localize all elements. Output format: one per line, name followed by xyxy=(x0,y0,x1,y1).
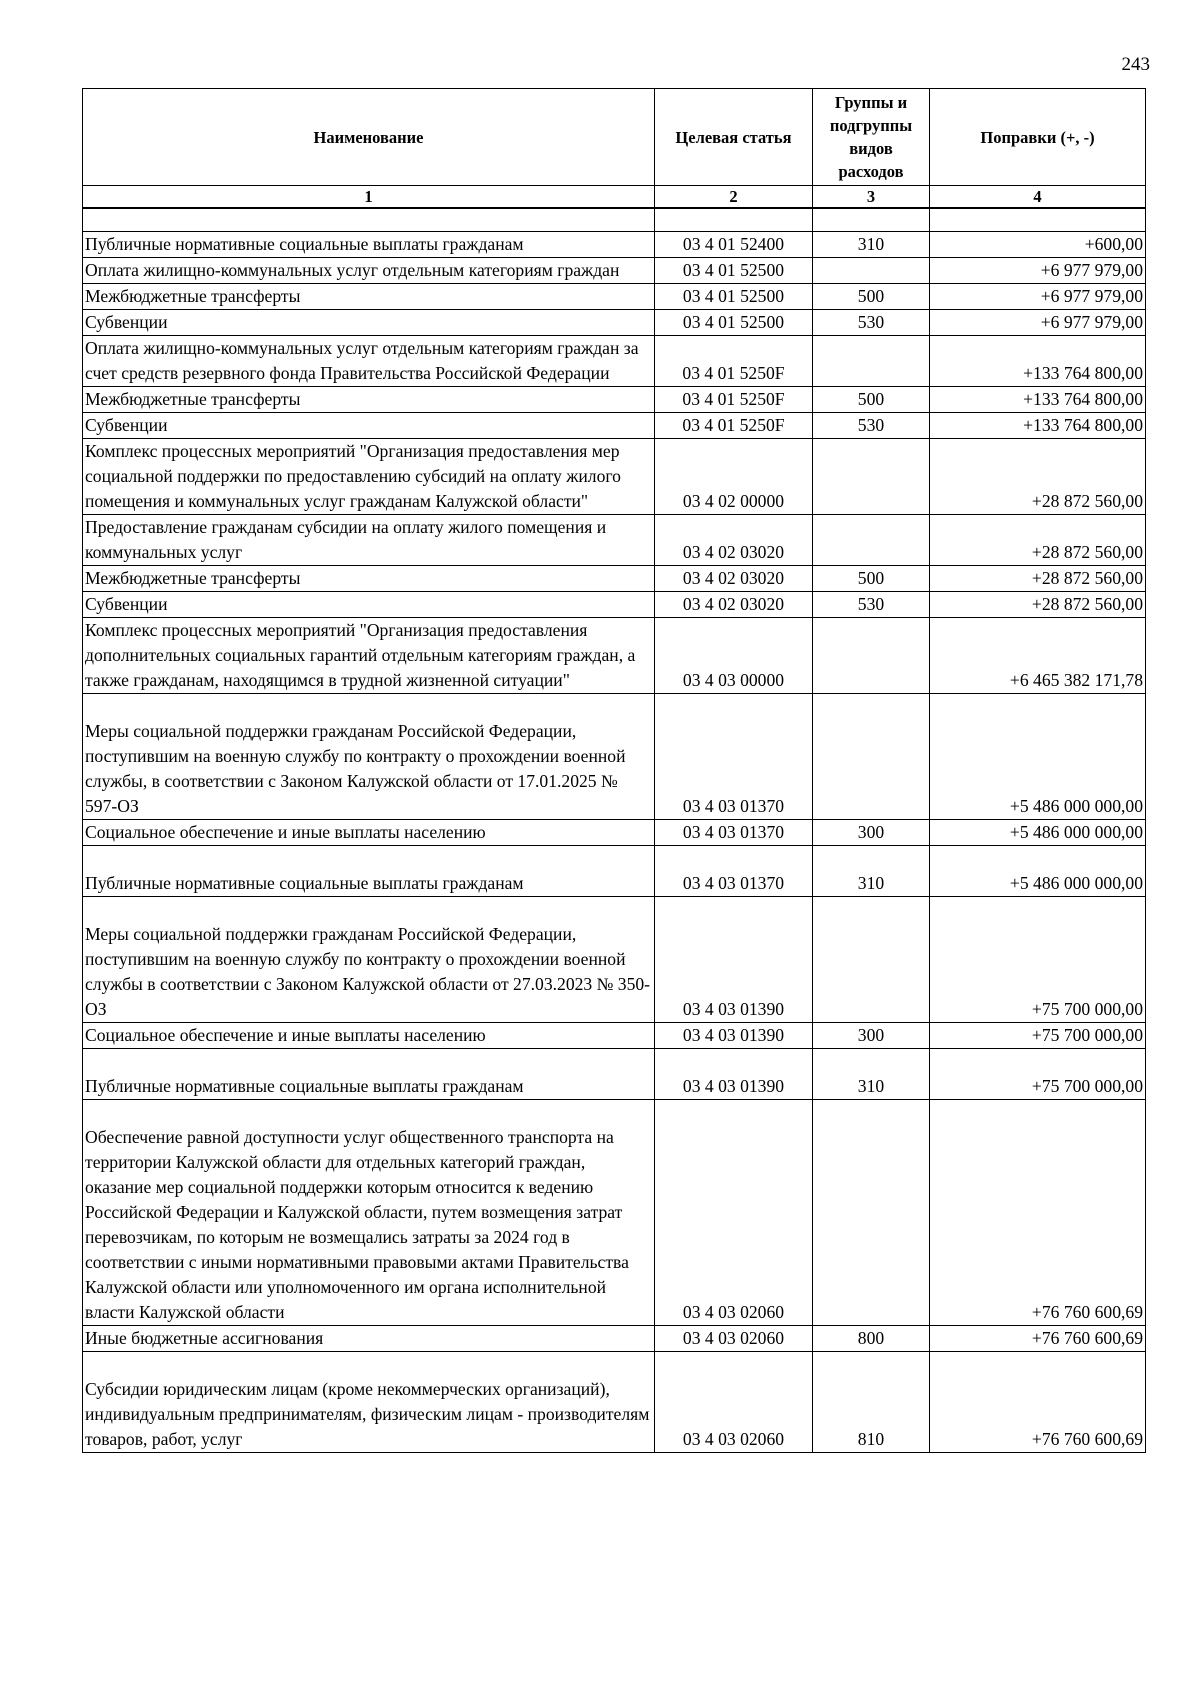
table-row xyxy=(83,258,1146,284)
row-group: 530 xyxy=(813,413,930,439)
row-name: Предоставление гражданам субсидии на оплату жилого помещения и коммунальных услуг xyxy=(83,515,655,566)
column-number: 2 xyxy=(655,186,813,209)
row-group xyxy=(813,439,930,515)
amendments-table xyxy=(82,88,1146,1453)
table-row xyxy=(83,284,1146,310)
row-code: 03 4 03 02060 xyxy=(655,1352,813,1453)
table-row xyxy=(83,1326,1146,1352)
row-amount: +6 465 382 171,78 xyxy=(930,618,1146,694)
row-name: Публичные нормативные социальные выплаты гражданам xyxy=(83,232,655,258)
row-code: 03 4 03 01370 xyxy=(655,846,813,897)
row-group xyxy=(813,897,930,1023)
row-group: 310 xyxy=(813,1049,930,1100)
row-code: 03 4 02 00000 xyxy=(655,439,813,515)
row-amount: +76 760 600,69 xyxy=(930,1326,1146,1352)
row-group: 810 xyxy=(813,1352,930,1453)
header-name: Наименование xyxy=(83,89,655,186)
row-code: 03 4 03 02060 xyxy=(655,1100,813,1326)
row-code: 03 4 03 01390 xyxy=(655,1023,813,1049)
table-row xyxy=(83,1049,1146,1100)
row-name: Меры социальной поддержки гражданам Российской Федерации, поступившим на военную службу по контракту о прохождении военной службы в соответствии с Законом Калужской области от 27.03.2023 № 350-ОЗ xyxy=(83,897,655,1023)
row-group: 310 xyxy=(813,232,930,258)
header-groups: Группы и подгруппы видов расходов xyxy=(813,89,930,186)
row-amount: +5 486 000 000,00 xyxy=(930,694,1146,820)
row-amount: +75 700 000,00 xyxy=(930,1023,1146,1049)
table-row xyxy=(83,387,1146,413)
row-name: Публичные нормативные социальные выплаты гражданам xyxy=(83,846,655,897)
row-code: 03 4 01 52500 xyxy=(655,258,813,284)
header-target: Целевая статья xyxy=(655,89,813,186)
row-code: 03 4 03 00000 xyxy=(655,618,813,694)
row-group: 800 xyxy=(813,1326,930,1352)
row-amount: +28 872 560,00 xyxy=(930,439,1146,515)
row-amount: +600,00 xyxy=(930,232,1146,258)
column-number: 4 xyxy=(930,186,1146,209)
row-code: 03 4 01 52500 xyxy=(655,310,813,336)
table-row xyxy=(83,1023,1146,1049)
row-group: 530 xyxy=(813,310,930,336)
table-row xyxy=(83,515,1146,566)
row-amount: +28 872 560,00 xyxy=(930,592,1146,618)
row-code: 03 4 03 01370 xyxy=(655,694,813,820)
row-code: 03 4 03 02060 xyxy=(655,1326,813,1352)
row-amount: +6 977 979,00 xyxy=(930,258,1146,284)
row-code: 03 4 03 01390 xyxy=(655,897,813,1023)
row-code: 03 4 01 52500 xyxy=(655,284,813,310)
row-name: Межбюджетные трансферты xyxy=(83,284,655,310)
spacer-row xyxy=(83,208,1146,232)
table-row xyxy=(83,846,1146,897)
row-group: 300 xyxy=(813,1023,930,1049)
row-amount: +5 486 000 000,00 xyxy=(930,846,1146,897)
row-code: 03 4 03 01370 xyxy=(655,820,813,846)
row-name: Межбюджетные трансферты xyxy=(83,387,655,413)
row-group: 300 xyxy=(813,820,930,846)
row-name: Субвенции xyxy=(83,310,655,336)
row-amount: +28 872 560,00 xyxy=(930,566,1146,592)
row-amount: +75 700 000,00 xyxy=(930,1049,1146,1100)
row-name: Субвенции xyxy=(83,592,655,618)
row-amount: +133 764 800,00 xyxy=(930,387,1146,413)
row-name: Субсидии юридическим лицам (кроме некоммерческих организаций), индивидуальным предпринимателям, физическим лицам - производителям товаров, работ, услуг xyxy=(83,1352,655,1453)
row-name: Меры социальной поддержки гражданам Российской Федерации, поступившим на военную службу по контракту о прохождении военной службы, в соответствии с Законом Калужской области от 17.01.2025 № 597-ОЗ xyxy=(83,694,655,820)
table-row xyxy=(83,566,1146,592)
row-group: 310 xyxy=(813,846,930,897)
row-group xyxy=(813,336,930,387)
row-name: Обеспечение равной доступности услуг общественного транспорта на территории Калужской области для отдельных категорий граждан, оказание мер социальной поддержки которым относится к ведению Российской Федерации и Калужской области, путем возмещения затрат перевозчикам, по которым не возмещались затраты за 2024 год в соответствии с иными нормативными правовыми актами Правительства Калужской области или уполномоченного им органа исполнительной власти Калужской области xyxy=(83,1100,655,1326)
row-name: Публичные нормативные социальные выплаты гражданам xyxy=(83,1049,655,1100)
row-amount: +76 760 600,69 xyxy=(930,1352,1146,1453)
row-name: Социальное обеспечение и иные выплаты населению xyxy=(83,820,655,846)
row-group xyxy=(813,258,930,284)
row-amount: +133 764 800,00 xyxy=(930,336,1146,387)
table-row xyxy=(83,592,1146,618)
row-name: Оплата жилищно-коммунальных услуг отдельным категориям граждан xyxy=(83,258,655,284)
table-row xyxy=(83,336,1146,387)
column-number: 3 xyxy=(813,186,930,209)
row-code: 03 4 01 5250F xyxy=(655,413,813,439)
row-group xyxy=(813,515,930,566)
row-amount: +75 700 000,00 xyxy=(930,897,1146,1023)
row-amount: +28 872 560,00 xyxy=(930,515,1146,566)
row-code: 03 4 02 03020 xyxy=(655,515,813,566)
row-name: Межбюджетные трансферты xyxy=(83,566,655,592)
row-group: 500 xyxy=(813,566,930,592)
row-code: 03 4 02 03020 xyxy=(655,566,813,592)
row-amount: +76 760 600,69 xyxy=(930,1100,1146,1326)
column-number: 1 xyxy=(83,186,655,209)
table-row xyxy=(83,820,1146,846)
table-row xyxy=(83,413,1146,439)
table-row xyxy=(83,1352,1146,1453)
table-row xyxy=(83,310,1146,336)
header-amendments: Поправки (+, -) xyxy=(930,89,1146,186)
table-row xyxy=(83,694,1146,820)
table-row xyxy=(83,439,1146,515)
table-row xyxy=(83,618,1146,694)
row-amount: +6 977 979,00 xyxy=(930,310,1146,336)
table-row xyxy=(83,232,1146,258)
row-amount: +6 977 979,00 xyxy=(930,284,1146,310)
row-group: 500 xyxy=(813,387,930,413)
row-amount: +133 764 800,00 xyxy=(930,413,1146,439)
row-code: 03 4 01 5250F xyxy=(655,387,813,413)
row-code: 03 4 03 01390 xyxy=(655,1049,813,1100)
row-name: Оплата жилищно-коммунальных услуг отдельным категориям граждан за счет средств резервного фонда Правительства Российской Федерации xyxy=(83,336,655,387)
row-code: 03 4 02 03020 xyxy=(655,592,813,618)
row-group xyxy=(813,618,930,694)
row-name: Социальное обеспечение и иные выплаты населению xyxy=(83,1023,655,1049)
row-group: 530 xyxy=(813,592,930,618)
header-row xyxy=(83,89,1146,186)
row-group xyxy=(813,1100,930,1326)
table-row xyxy=(83,1100,1146,1326)
row-name: Иные бюджетные ассигнования xyxy=(83,1326,655,1352)
row-code: 03 4 01 52400 xyxy=(655,232,813,258)
row-name: Комплекс процессных мероприятий "Организация предоставления мер социальной поддержки по предоставлению субсидий на оплату жилого помещения и коммунальных услуг гражданам Калужской области" xyxy=(83,439,655,515)
row-code: 03 4 01 5250F xyxy=(655,336,813,387)
row-group: 500 xyxy=(813,284,930,310)
row-group xyxy=(813,694,930,820)
row-name: Комплекс процессных мероприятий "Организация предоставления дополнительных социальных гарантий отдельным категориям граждан, а также гражданам, находящимся в трудной жизненной ситуации" xyxy=(83,618,655,694)
table-row xyxy=(83,897,1146,1023)
column-number-row xyxy=(83,186,1146,209)
page-number: 243 xyxy=(1121,54,1150,75)
row-amount: +5 486 000 000,00 xyxy=(930,820,1146,846)
row-name: Субвенции xyxy=(83,413,655,439)
